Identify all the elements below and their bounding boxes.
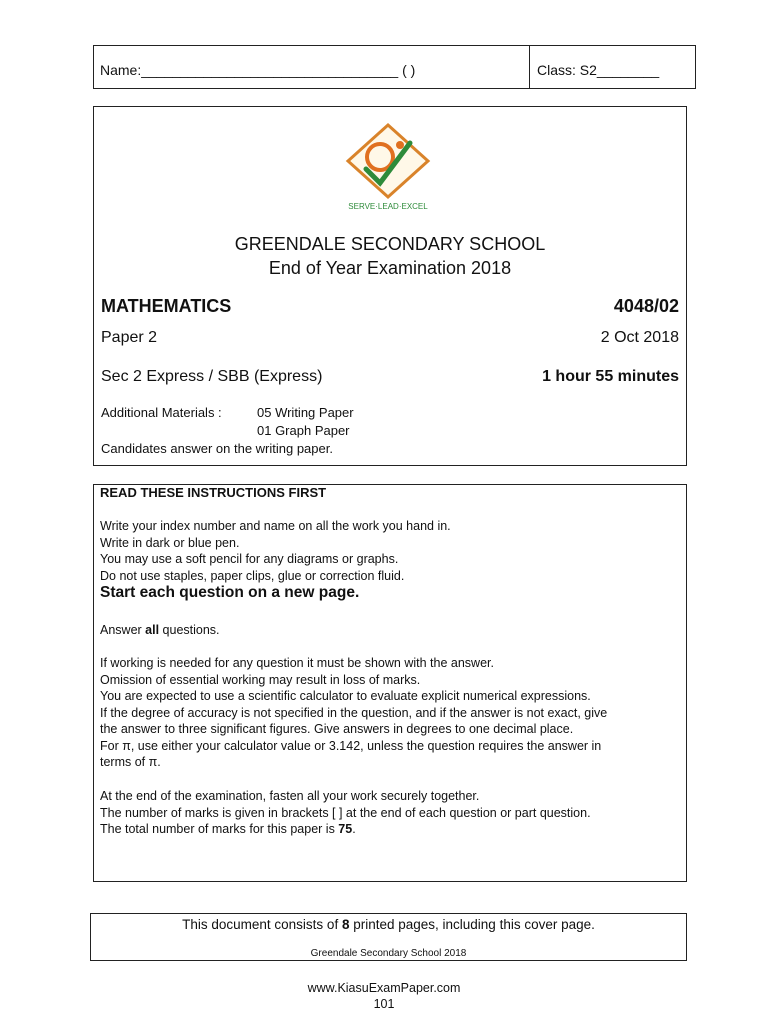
exam-date: 2 Oct 2018 (600, 329, 679, 346)
material-writing-paper: 05 Writing Paper (257, 405, 354, 420)
copyright-text: Greendale Secondary School 2018 (310, 948, 467, 959)
instruction-line: At the end of the examination, fasten all your work securely together. (100, 789, 480, 803)
instruction-line: You may use a soft pencil for any diagrams or graphs. (100, 552, 399, 566)
total-marks-post: . (352, 822, 356, 836)
answer-all-line (100, 622, 220, 639)
instruction-line: If the degree of accuracy is not specified in the question, and if the answer is not exact, give (100, 705, 608, 720)
instruction-line: Write your index number and name on all the work you hand in. (100, 519, 451, 533)
subject-title: MATHEMATICS (101, 296, 232, 316)
header-divider (529, 46, 530, 88)
page-count-post: printed pages, including this cover page. (349, 917, 595, 932)
school-logo (338, 121, 438, 211)
website-link[interactable]: www.KiasuExamPaper.com (307, 981, 461, 995)
logo-graphic (338, 121, 438, 211)
instruction-line: You are expected to use a scientific calculator to evaluate explicit numerical expressions. (100, 689, 591, 703)
instruction-line: the answer to three significant figures. Give answers in degrees to one decimal place. (100, 722, 574, 736)
page-count-value: 8 (341, 917, 350, 932)
instructions-box (93, 484, 687, 882)
header-box (93, 45, 696, 89)
instructions-working (100, 655, 684, 771)
page-count-pre: This document consists of (182, 917, 342, 932)
answer-bold: all (145, 623, 160, 637)
total-marks-line (100, 821, 684, 838)
instruction-line: terms of π. (100, 755, 161, 769)
exam-title: End of Year Examination 2018 (268, 258, 512, 278)
paper-code: 4048/02 (613, 296, 679, 316)
level-text: Sec 2 Express / SBB (Express) (101, 368, 323, 385)
name-field-label: Name:_________________________________ ( ) (100, 62, 416, 78)
page-number: 101 (373, 997, 395, 1011)
page-count-note (91, 917, 686, 932)
total-marks-value: 75 (338, 822, 353, 836)
instructions-general (100, 518, 680, 584)
instructions-end (100, 788, 684, 838)
answer-note: Candidates answer on the writing paper. (101, 441, 333, 456)
footer-box (90, 913, 687, 961)
school-name: GREENDALE SECONDARY SCHOOL (234, 234, 546, 254)
instruction-line: Omission of essential working may result in loss of marks. (100, 672, 421, 687)
instruction-line: Do not use staples, paper clips, glue or correction fluid. (100, 568, 405, 583)
instruction-line: If working is needed for any question it must be shown with the answer. (100, 656, 494, 670)
answer-pre: Answer (100, 623, 146, 637)
duration-text: 1 hour 55 minutes (542, 368, 679, 385)
instruction-line: For π, use either your calculator value or 3.142, unless the question requires the answer in (100, 738, 602, 753)
instruction-line: Write in dark or blue pen. (100, 535, 240, 550)
total-marks-pre: The total number of marks for this paper is (100, 822, 339, 836)
material-graph-paper: 01 Graph Paper (257, 423, 350, 438)
answer-post: questions. (159, 623, 220, 637)
start-new-page-note: Start each question on a new page. (100, 584, 360, 601)
instructions-heading: READ THESE INSTRUCTIONS FIRST (100, 485, 327, 500)
materials-label: Additional Materials : (101, 405, 222, 420)
logo-motto: SERVE·LEAD·EXCEL (348, 202, 428, 211)
instruction-line: The number of marks is given in brackets [ ] at the end of each question or part question. (100, 805, 591, 820)
cover-box (93, 106, 687, 466)
paper-number: Paper 2 (101, 329, 158, 346)
class-field-label: Class: S2________ (537, 62, 660, 78)
